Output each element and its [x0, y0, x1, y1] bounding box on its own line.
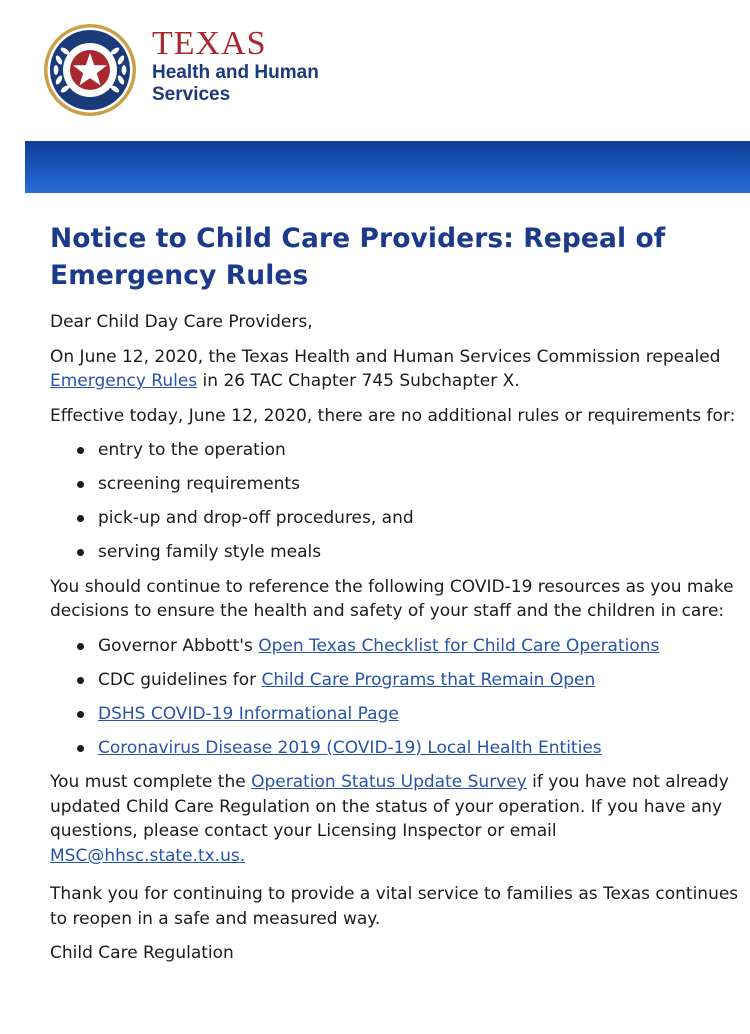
brand-texas: TEXAS — [152, 25, 267, 62]
survey-text-before: You must complete the — [50, 772, 252, 792]
hhs-seal-logo — [37, 22, 145, 118]
hhs-wordmark — [152, 26, 319, 106]
list-item: entry to the operation — [98, 438, 740, 463]
resources-list — [50, 634, 740, 761]
survey-text-middle: if you have not already updated Child Care Regulation on the status of your operation. If you have any questions, please contact your Licensing Inspector or email — [50, 772, 729, 841]
list-item — [98, 702, 740, 727]
operation-status-survey-link[interactable]: Operation Status Update Survey — [251, 772, 527, 792]
effective-paragraph: Effective today, June 12, 2020, there are no additional rules or requirements for: — [50, 405, 736, 426]
list-item: pick-up and drop-off procedures, and — [98, 506, 740, 531]
signoff: Child Care Regulation — [50, 943, 234, 963]
local-health-entities-link[interactable]: Coronavirus Disease 2019 (COVID-19) Local Health Entities — [98, 737, 602, 758]
no-rules-list — [50, 438, 740, 565]
repeal-text-before: On June 12, 2020, the Texas Health and Human Services Commission repealed — [50, 346, 721, 367]
survey-paragraph — [50, 770, 740, 868]
list-item — [98, 736, 740, 761]
texas-seal-icon — [37, 22, 145, 118]
list-item: screening requirements — [98, 472, 740, 497]
dshs-covid-page-link[interactable]: DSHS COVID-19 Informational Page — [98, 703, 399, 724]
list-item — [98, 668, 740, 693]
greeting: Dear Child Day Care Providers, — [50, 312, 313, 332]
brand-line-1: Health and Human — [152, 62, 319, 83]
notice-title: Notice to Child Care Providers: Repeal of Emergency Rules — [50, 223, 666, 291]
repeal-text-after: in 26 TAC Chapter 745 Subchapter X. — [197, 371, 520, 391]
resource-prefix: Governor Abbott's — [98, 635, 259, 656]
resource-prefix: CDC guidelines for — [98, 669, 262, 690]
open-texas-checklist-link[interactable]: Open Texas Checklist for Child Care Operations — [258, 635, 660, 656]
list-item: serving family style meals — [98, 540, 740, 565]
emergency-rules-link[interactable]: Emergency Rules — [50, 371, 198, 391]
cdc-guidelines-link[interactable]: Child Care Programs that Remain Open — [261, 669, 596, 690]
repeal-paragraph — [50, 345, 740, 394]
resources-paragraph: You should continue to reference the following COVID-19 resources as you make decisions to ensure the health and safety of your staff and the children in care: — [50, 576, 734, 621]
msc-email-link[interactable]: MSC@hhsc.state.tx.us. — [50, 845, 246, 866]
header — [0, 0, 750, 140]
header-banner — [25, 141, 750, 193]
list-item — [98, 634, 740, 659]
thank-you-paragraph: Thank you for continuing to provide a vital service to families as Texas continues to reopen in a safe and measured way. — [50, 884, 739, 929]
notice-body — [50, 220, 740, 976]
brand-line-2: Services — [152, 84, 231, 105]
